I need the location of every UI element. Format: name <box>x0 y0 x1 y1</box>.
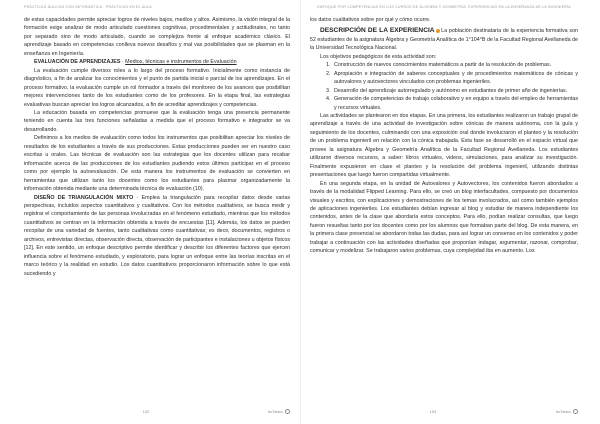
section-paragraph-experiencia <box>310 27 578 52</box>
section-title: DISEÑO DE TRIANGULACIÓN MIXTO <box>34 194 134 201</box>
paragraph: los datos cualitativos sobre por qué y cómo ocurre. <box>310 17 431 23</box>
page-number: 102 <box>142 409 150 414</box>
objectives-intro: Los objetivos pedagógicos de esta actividad son: <box>320 53 437 60</box>
list-item: 3. Desarrollo del aprendizaje autorregulado y autónomo en estudiantes de primer año de ingenierías. <box>332 87 578 95</box>
paragraph: Definimos a los medios de evaluación como todos los instrumentos que posibilitan apreciar los niveles de resultados de los estudiantes a través de sus producciones. Estas producciones pueden ser en nuestro caso escritas u orales. Las técnicas de evaluación son las estrategias que los docentes utilizan para recabar información acerca de las producciones de los estudiantes pudiendo estos últimos participar en el proceso como por ejemplo la autoevaluación. De esta manera los instrumentos de evaluación se convierten en herramientas que utilizan tanto los docentes como los estudiantes para plasmar organizadamente la información obtenida mediante una determinada técnica de evaluación (10). <box>24 135 290 193</box>
paragraph: La evaluación cumple diversos roles a lo largo del proceso formativo. Inicialmente como instancia de diagnóstico, a fin de analizar los conocimientos y el punto de partida inicial o parcial de los aprendizajes. En el proceso formativo, la evaluación cumple un rol formador a través del monitoreo de los avances que posibilitan mejores intervenciones tanto de los estudiantes como de los profesores. En la etapa final, las estrategias evaluativas buscan apreciar los logros alcanzados, a fin de acreditar aprendizajes y competencias. <box>24 67 290 108</box>
paragraph-text: La población destinataria de la experiencia formativa son 52 estudiantes de la asignatura Álgebra y Geometría Analítica de 1°104°B de la Facultad Regional Avellaneda de la Universidad Tecnológica Nacional. <box>310 28 578 52</box>
paragraph: Las actividades se plantearon en dos etapas. En una primera, los estudiantes realizaron un trabajo grupal de aprendizaje a través de una actividad de investigación sobre cónicas de manera autónoma, con la guía y seguimiento de los docentes, culminando con una exposición oral donde involucraron el planteo y la resolución de un problema ingenieril en relación con la cónica trabajada. Esta fase se desarrolló en el espacio virtual que provee la asignatura Álgebra y Geometría Analítica de la Facultad Regional Avellaneda. Los estudiantes utilizaron diversos recursos, a saber: libros virtuales, videos, simulaciones, para analizar su investigación. Finalmente expusieron en clase el planteo y la resolución del problema ingenieril, utilizando distintas presentaciones que luego fueron compartidas virtualmente. <box>310 112 578 179</box>
section-title: DESCRIPCIÓN DE LA EXPERIENCIA <box>320 27 435 35</box>
list-item: 1. Construcción de nuevos conocimientos matemáticos a partir de la resolución de problemas. <box>332 61 578 69</box>
right-footer <box>310 409 578 414</box>
section-separator: · <box>133 194 142 201</box>
publisher-brand <box>556 409 578 414</box>
right-body <box>310 16 578 256</box>
paragraph: de estas capacidades permite apreciar logros de niveles bajos, medios y altos. Asimismo, la visión integral de la formación exige analizar de modo articulado cuestiones cognitivas, procedimentales y actitudinales, no tanto por separado sino de modo articulado, cuando se complejiza frente al enfoque académico clásico. El aprendizaje basado en competencias conlleva nuevos desafíos y mal vas posibilidades que se plasman en la enseñanza en Ingeniería. <box>24 17 290 57</box>
bullet-icon <box>436 29 441 34</box>
page-number: 103 <box>429 409 437 414</box>
right-running-head: ENFOQUE POR COMPETENCIAS EN LOS CURSOS DE ÁLGEBRA Y GEOMETRÍA. EXPERIENCIAS EN LA ENSEÑANZA DE LA INGENIERÍA <box>317 5 571 9</box>
list-item: 2. Apropiación e integración de saberes conceptuales y de procedimientos matemáticos de cónicas y autovalores y autovectores vinculados con problemas ingenieriles. <box>332 70 578 87</box>
section-heading-evaluacion <box>24 58 290 66</box>
paragraph: En una segunda etapa, en la unidad de Autovalores y Autovectores, los contenidos fueron abordados a través de la modalidad Flipped Learning. Para ello, se creó un blog interfacultades, compuesto por documentos visuales y escritos, con explicaciones y demostraciones de los temas involucrados, así como también ejemplos de aplicaciones ingenieriles. Los estudiantes debían ingresar al blog y estudiar de manera independiente los contenidos, antes de la clase que abordaría estos conceptos. Para ello, podían realizar consultas, que luego fueron resueltas tanto por los docentes como por los alumnos que formaban parte del blog. De esta manera, en la primera clase presencial se abordaron todas las dudas, para así lograr un consenso en los contenidos y poder trabajar a continuación con las actividades diseñadas que proponían indagar, argumentar, razonar, comprobar, comunicar y modelizar. Se trabajaron varios problemas, cuya complejidad iba en aumento. Los <box>310 180 578 255</box>
section-title: EVALUACIÓN DE APRENDIZAJES <box>34 59 121 66</box>
brand-logo-icon <box>573 409 578 414</box>
objectives-list <box>310 61 578 112</box>
paragraph: La educación basada en competencias promueve que la evaluación tenga una presencia permanente teniendo en cuenta las tres funciones señaladas a medida que el proceso formativo e integrador se va desarrollando. <box>24 109 290 133</box>
brand-name: ItoTadoc <box>555 409 571 414</box>
list-item: 4. Generación de competencias de trabajo colaborativo y en equipo a través del empleo de herramientas y recursos virtuales. <box>332 95 578 112</box>
section-separator: · <box>120 59 126 66</box>
paragraph-text: Emplea la triangulación para recopilar datos desde varias perspectivas, incluidos aspectos cuantitativos y cualitativos. Con los métodos cualitativos, se busca medir y registrar el comportamiento de las personas involucradas en el fenómeno estudiado, mientras que los métodos cuantitativos se centran en la información obtenida a través de encuestas [11]. Además, los datos se pueden recopilar de una variedad de fuentes, tanto cualitativas como cuantitativas; es decir, documentos, registros o archivos, entrevistas directas, observación directa, observación de participantes e instalaciones u objetos físicos [12]. En este sentido, un enfoque descriptivo permite identificar y describir los diferentes factores que ejercen influencia sobre el fenómeno estudiado, y exploratorio, para lograr un enfoque entre las teorías inscritas en el marco teórico y la realidad en estudio. Los datos cuantitativos proporcionaron información sobre lo que está sucediendo y <box>24 194 290 277</box>
brand-name: ItoTadoc <box>267 409 283 414</box>
left-body <box>24 16 290 278</box>
brand-logo-icon <box>285 409 290 414</box>
left-footer <box>24 409 290 414</box>
publisher-brand <box>268 409 290 414</box>
left-running-head: PRÁCTICAS ÁULICAS CON INFORMÁTICA · PRÁCTICAS EN EL AULA <box>24 5 152 9</box>
section-paragraph-triangulacion <box>24 194 290 279</box>
right-page <box>300 0 600 424</box>
section-subtitle: Medios, técnicas e instrumentos de Evaluación <box>125 59 237 66</box>
